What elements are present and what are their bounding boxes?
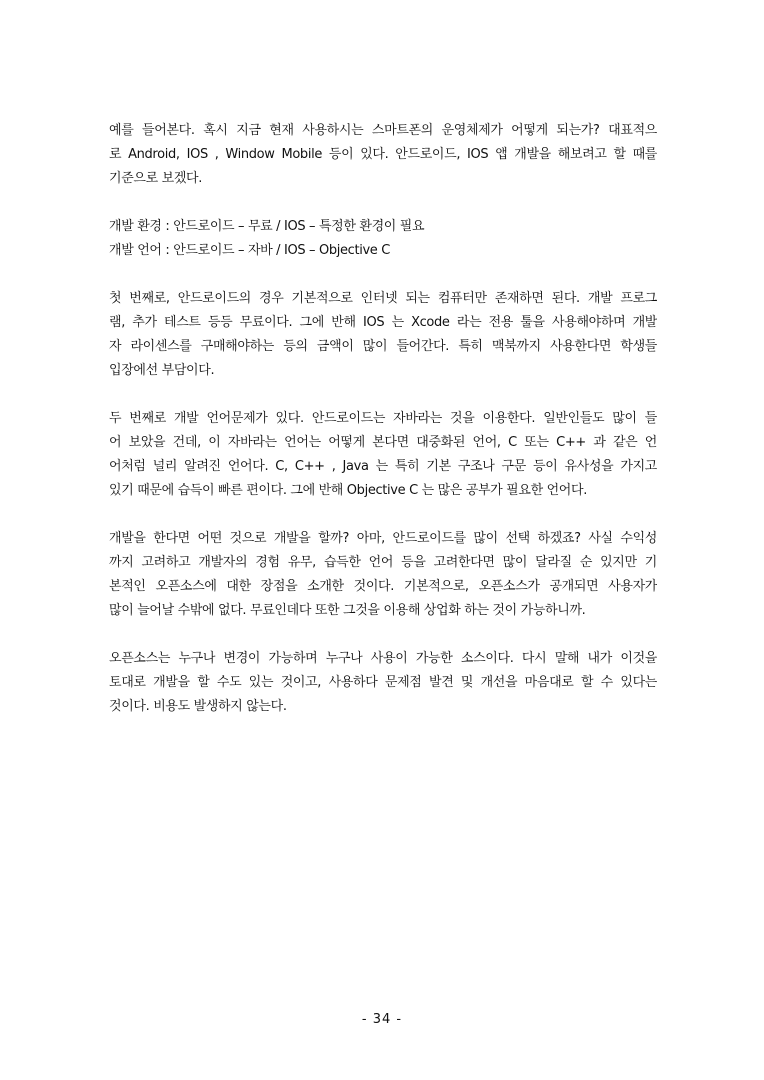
- text-line: 어처럼 널리 알려진 언어다. C, C++ , Java 는 특히 기본 구조나 구문 등이 유사성을 가지고: [109, 459, 657, 474]
- paragraph: [109, 407, 657, 503]
- text-line: 개발을 한다면 어떤 것으로 개발을 할까? 아마, 안드로이드를 많이 선택 하겠죠? 사실 수익성: [109, 531, 657, 546]
- text-line: 예를 들어본다. 혹시 지금 현재 사용하시는 스마트폰의 운영체제가 어떻게 되는가? 대표적으: [109, 123, 657, 138]
- text-line: 토대로 개발을 할 수도 있는 것이고, 사용하다 문제점 발견 및 개선을 마음대로 할 수 있다는: [109, 675, 657, 690]
- text-line: 개발 환경 : 안드로이드 – 무료 / IOS – 특정한 환경이 필요: [109, 219, 425, 234]
- text-line: 두 번째로 개발 언어문제가 있다. 안드로이드는 자바라는 것을 이용한다. 일반인들도 많이 들: [109, 411, 657, 426]
- paragraph: [109, 647, 657, 719]
- text-line: 본적인 오픈소스에 대한 장점을 소개한 것이다. 기본적으로, 오픈소스가 공개되면 사용자가: [109, 579, 657, 594]
- text-line: 첫 번째로, 안드로이드의 경우 기본적으로 인터넷 되는 컴퓨터만 존재하면 된다. 개발 프로그: [109, 291, 657, 306]
- paragraph: [109, 119, 657, 191]
- paragraph: [109, 287, 657, 383]
- text-line: 어 보았을 건데, 이 자바라는 언어는 어떻게 본다면 대중화된 언어, C 또는 C++ 과 같은 언: [109, 435, 657, 450]
- document-body: [109, 119, 657, 743]
- text-line: 것이다. 비용도 발생하지 않는다.: [109, 699, 287, 714]
- paragraph: [109, 527, 657, 623]
- text-line: 오픈소스는 누구나 변경이 가능하며 누구나 사용이 가능한 소스이다. 다시 말해 내가 이것을: [109, 651, 657, 666]
- paragraph: [109, 215, 657, 263]
- text-line: 로 Android, IOS , Window Mobile 등이 있다. 안드로이드, IOS 앱 개발을 해보려고 할 때를: [109, 147, 657, 162]
- text-line: 입장에선 부담이다.: [109, 363, 215, 378]
- text-line: 램, 추가 테스트 등등 무료이다. 그에 반해 IOS 는 Xcode 라는 전용 툴을 사용해야하며 개발: [109, 315, 657, 330]
- text-line: 개발 언어 : 안드로이드 – 자바 / IOS – Objective C: [109, 243, 390, 258]
- text-line: 자 라이센스를 구매해야하는 등의 금액이 많이 들어간다. 특히 맥북까지 사용한다면 학생들: [109, 339, 657, 354]
- text-line: 까지 고려하고 개발자의 경험 유무, 습득한 언어 등을 고려한다면 많이 달라질 순 있지만 기: [109, 555, 657, 570]
- text-line: 많이 늘어날 수밖에 없다. 무료인데다 또한 그것을 이용해 상업화 하는 것이 가능하니까.: [109, 603, 586, 618]
- page-number: - 34 -: [361, 1012, 403, 1027]
- text-line: 기준으로 보겠다.: [109, 171, 203, 186]
- text-line: 있기 때문에 습득이 빠른 편이다. 그에 반해 Objective C 는 많은 공부가 필요한 언어다.: [109, 483, 587, 498]
